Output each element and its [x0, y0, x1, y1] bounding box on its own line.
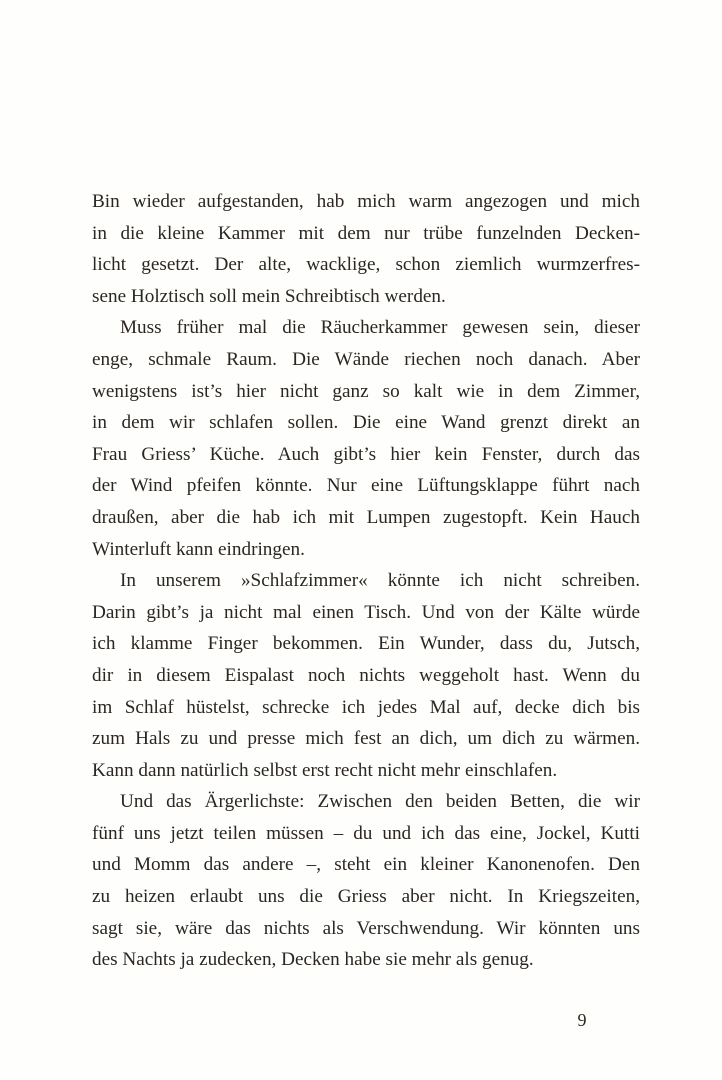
- text-line: Und das Ärgerlichste: Zwischen den beiden Betten, die wir: [120, 791, 640, 813]
- text-line: wenigstens ist’s hier nicht ganz so kalt wie in dem Zimmer,: [92, 380, 640, 402]
- body-text: [92, 186, 640, 976]
- text-line: zum Hals zu und presse mich fest an dich, um dich zu wärmen.: [92, 728, 640, 750]
- text-line: Frau Griess’ Küche. Auch gibt’s hier kein Fenster, durch das: [92, 443, 640, 465]
- text-line: zu heizen erlaubt uns die Griess aber nicht. In Kriegszeiten,: [92, 886, 640, 908]
- text-line: enge, schmale Raum. Die Wände riechen noch danach. Aber: [92, 348, 640, 370]
- text-line: sene Holztisch soll mein Schreibtisch werden.: [92, 285, 446, 307]
- text-line: licht gesetzt. Der alte, wacklige, schon ziemlich wurmzerfres-: [92, 254, 640, 276]
- text-line: Bin wieder aufgestanden, hab mich warm angezogen und mich: [92, 191, 640, 212]
- text-line: Kann dann natürlich selbst erst recht nicht mehr einschlafen.: [92, 759, 558, 781]
- text-line: fünf uns jetzt teilen müssen – du und ich das eine, Jockel, Kutti: [92, 822, 640, 844]
- text-line: in die kleine Kammer mit dem nur trübe funzelnden Decken-: [92, 222, 640, 244]
- text-line: Muss früher mal die Räucherkammer gewesen sein, dieser: [120, 317, 640, 339]
- page-number: 9: [577, 1010, 587, 1030]
- text-line: in dem wir schlafen sollen. Die eine Wand grenzt direkt an: [92, 412, 640, 434]
- text-line: des Nachts ja zudecken, Decken habe sie mehr als genug.: [92, 949, 534, 971]
- text-line: Winterluft kann eindringen.: [92, 538, 305, 560]
- text-line: dir in diesem Eispalast noch nichts weggeholt hast. Wenn du: [92, 664, 640, 686]
- text-line: im Schlaf hüstelst, schrecke ich jedes Mal auf, decke dich bis: [92, 696, 640, 718]
- text-line: draußen, aber die hab ich mit Lumpen zugestopft. Kein Hauch: [92, 506, 640, 528]
- text-line: der Wind pfeifen könnte. Nur eine Lüftungsklappe führt nach: [92, 475, 640, 497]
- text-line: Darin gibt’s ja nicht mal einen Tisch. Und von der Kälte würde: [92, 601, 640, 623]
- text-line: und Momm das andere –, steht ein kleiner Kanonenofen. Den: [92, 854, 640, 876]
- text-line: In unserem »Schlafzimmer« könnte ich nicht schreiben.: [120, 570, 640, 592]
- text-line: ich klamme Finger bekommen. Ein Wunder, dass du, Jutsch,: [92, 633, 640, 655]
- text-line: sagt sie, wäre das nichts als Verschwendung. Wir könnten uns: [92, 917, 640, 939]
